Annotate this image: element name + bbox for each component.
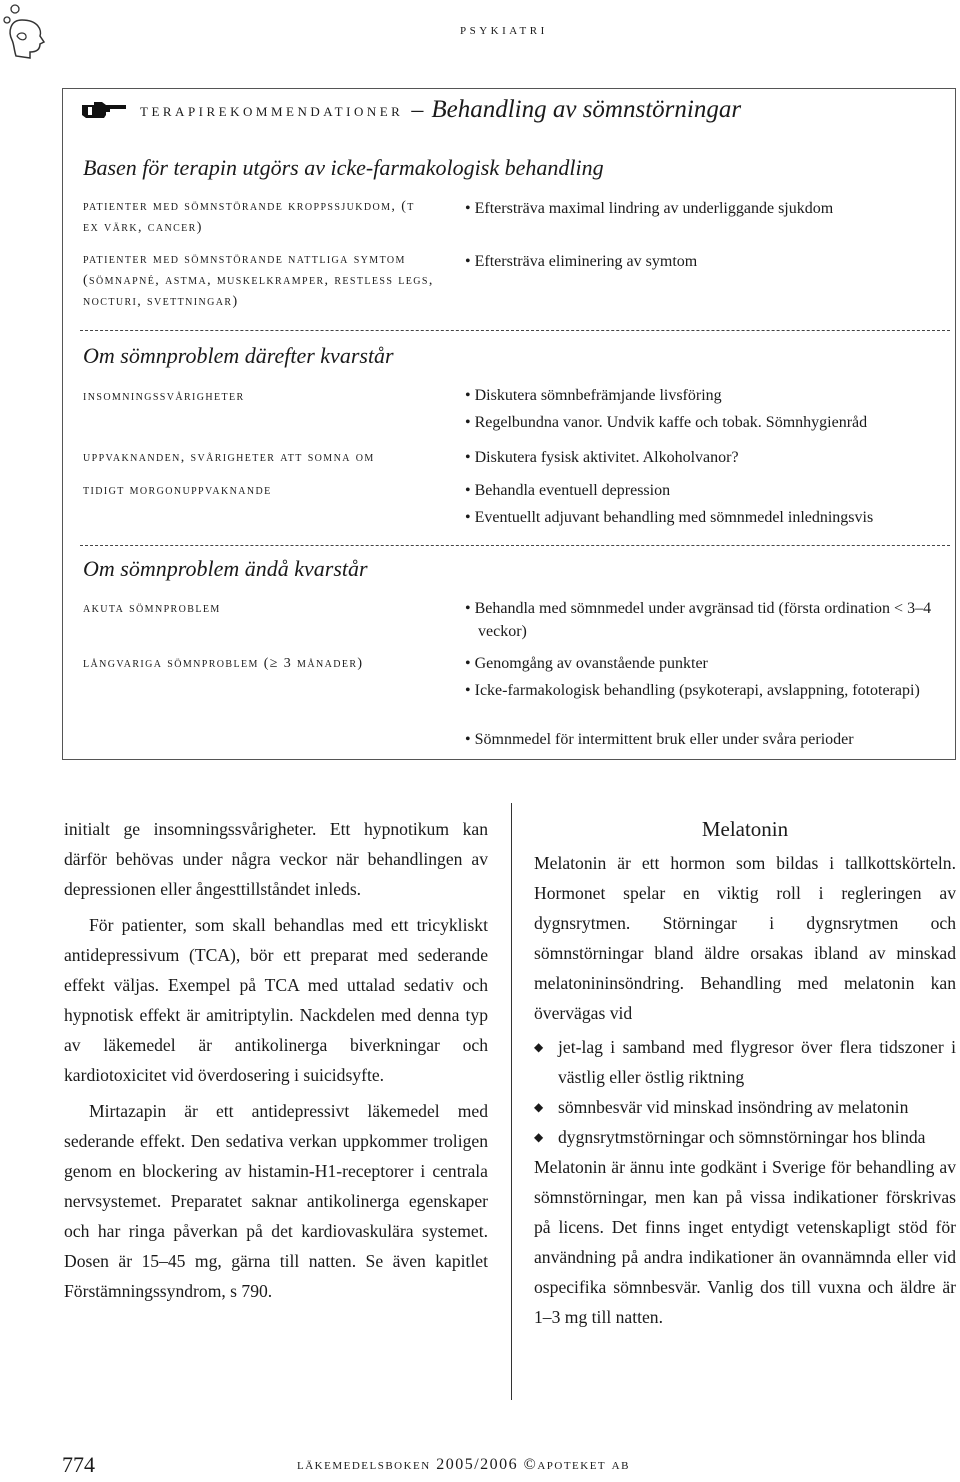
list-item: ◆ dygnsrytmstörningar och sömnstörningar hos blinda xyxy=(534,1122,956,1152)
page-number: 774 xyxy=(62,1452,95,1477)
list-item: ◆ jet-lag i samband med flygresor över flera tidszoner i västlig eller östlig riktning xyxy=(534,1032,956,1092)
bullet-item: • Behandla med sömnmedel under avgränsad tid (första ordination < 3–4 veckor) xyxy=(465,600,932,640)
melatonin-list xyxy=(534,1032,956,1152)
box-heading-title: Behandling av sömnstörningar xyxy=(431,96,742,123)
row-label: tidigt morgonuppvaknande xyxy=(83,483,272,498)
bullet-item: • Behandla eventuell depression xyxy=(465,482,671,499)
body-paragraph: Mirtazapin är ett antidepressivt läkemedel med sederande effekt. Den sedativa verkan uppkommer troligen genom en blockering av histamin-H1-receptorer i centrala nervsystemet. Preparatet saknar antikolinerga egenskaper och har ringa påverkan på det kardiovaskulära systemet. Dosen är 15–45 mg, gärna till natten. Se även kapitlet Förstämningssyndrom, s 790. xyxy=(64,1101,488,1301)
body-paragraph: initialt ge insomningssvårigheter. Ett hypnotikum kan därför behövas under några veckor när behandlingen av depressionen eller ångesttillståndet inleds. xyxy=(64,819,488,899)
bullet-item: • Eftersträva eliminering av symtom xyxy=(465,253,698,270)
bullet-item: • Icke-farmakologisk behandling (psykoterapi, avslappning, fototerapi) xyxy=(465,682,920,699)
box-heading-label: terapirekommendationer xyxy=(140,99,404,120)
bullet-item: • Eventuellt adjuvant behandling med sömnmedel inledningsvis xyxy=(465,509,874,526)
dashed-divider xyxy=(80,330,950,331)
row-label: insomningssvårigheter xyxy=(83,389,245,404)
body-paragraph: För patienter, som skall behandlas med ett tricykliskt antidepressivum (TCA), bör ett preparat med sederande effekt väljas. Exempel på TCA med uttalad sedativ och hypnotisk effekt är amitriptylin. Nackdelen med denna typ av läkemedel är antikolinerga biverkningar och kardiotoxicitet vid överdosering i suicidsyfte. xyxy=(64,915,488,1085)
head-profile-icon xyxy=(2,2,48,62)
row-label: patienter med sömnstörande kroppssjukdom, (t ex värk, cancer) xyxy=(83,199,415,235)
row-label: patienter med sömnstörande nattliga symtom (sömnapné, astma, muskelkramper, restless legs, nocturi, svettningar) xyxy=(83,252,434,309)
row-label: uppvaknanden, svårigheter att somna om xyxy=(83,450,375,465)
bullet-item: • Diskutera sömnbefrämjande livsföring xyxy=(465,387,722,404)
column-divider xyxy=(511,803,512,1400)
bullet-item: • Sömnmedel för intermittent bruk eller under svåra perioder xyxy=(465,731,854,748)
pointing-hand-icon xyxy=(80,99,128,121)
melatonin-title: Melatonin xyxy=(701,817,789,841)
heading-dash: – xyxy=(411,96,424,123)
dashed-divider xyxy=(80,545,950,546)
bullet-item: • Genomgång av ovanstående punkter xyxy=(465,655,708,672)
box-intro: Basen för terapin utgörs av icke-farmakologisk behandling xyxy=(83,155,604,180)
list-item: ◆ sömnbesvär vid minskad insöndring av melatonin xyxy=(534,1092,956,1122)
row-label: långvariga sömnproblem (≥ 3 månader) xyxy=(83,656,364,671)
footer-text: läkemedelsboken 2005/2006 ©apoteket ab xyxy=(297,1456,630,1473)
melatonin-intro: Melatonin är ett hormon som bildas i tallkottskörteln. Hormonet spelar en viktig roll i regleringen av dygnsrytmen. Störningar i dygnsrytmen och sömnstörningar bland äldre orsakas ibland av minskad melatonininsöndring. Behandling med melatonin kan övervägas vid xyxy=(534,853,956,1023)
melatonin-sidebar xyxy=(534,814,956,1332)
row-label: akuta sömnproblem xyxy=(83,601,221,616)
bullet-item: • Regelbundna vanor. Undvik kaffe och tobak. Sömnhygienråd xyxy=(465,414,868,431)
chapter-header: psykiatri xyxy=(460,22,548,38)
box-heading xyxy=(80,95,741,125)
bullet-item: • Diskutera fysisk aktivitet. Alkoholvanor? xyxy=(465,449,739,466)
page-footer xyxy=(62,1452,960,1482)
body-left-column xyxy=(64,814,488,1312)
melatonin-outro: Melatonin är ännu inte godkänt i Sverige för behandling av sömnstörningar, men kan på vissa indikationer förskrivas på licens. Det finns inget entydigt vetenskapligt stöd för användning på andra indikationer än ovannämnda eller vid ospecifika sömnbesvär. Vanlig dos till vuxna och äldre är 1–3 mg till natten. xyxy=(534,1157,956,1327)
section-heading: Om sömnproblem ändå kvarstår xyxy=(83,556,368,581)
bullet-item: • Eftersträva maximal lindring av underliggande sjukdom xyxy=(465,200,834,217)
section-heading: Om sömnproblem därefter kvarstår xyxy=(83,343,394,368)
